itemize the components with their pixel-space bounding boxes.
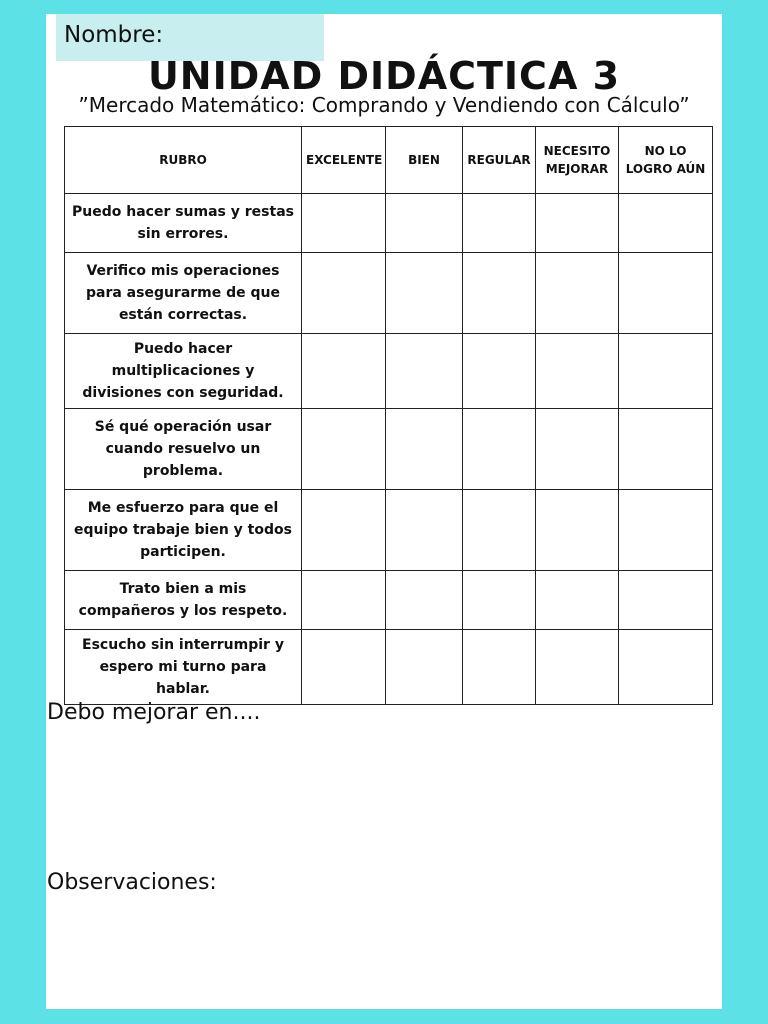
table-row — [65, 630, 713, 705]
table-header-row — [65, 127, 713, 194]
header-no-lo-logro: NO LO LOGRO AÚN — [619, 127, 713, 194]
table-row — [65, 409, 713, 490]
rating-cell[interactable] — [302, 490, 386, 571]
table-row — [65, 253, 713, 334]
rating-cell[interactable] — [302, 409, 386, 490]
rating-cell[interactable] — [463, 571, 536, 630]
rating-cell[interactable] — [386, 490, 463, 571]
rating-cell[interactable] — [619, 490, 713, 571]
criterion-cell: Sé qué operación usar cuando resuelvo un problema. — [65, 409, 302, 490]
criterion-cell: Puedo hacer multiplicaciones y divisiones con seguridad. — [65, 334, 302, 409]
rating-cell[interactable] — [386, 571, 463, 630]
header-rubro: RUBRO — [65, 127, 302, 194]
rating-cell[interactable] — [463, 630, 536, 705]
criterion-cell: Me esfuerzo para que el equipo trabaje bien y todos participen. — [65, 490, 302, 571]
rating-cell[interactable] — [463, 409, 536, 490]
table-row — [65, 571, 713, 630]
rating-cell[interactable] — [463, 490, 536, 571]
improve-label: Debo mejorar en.... — [47, 700, 261, 725]
header-excelente: EXCELENTE — [302, 127, 386, 194]
rating-cell[interactable] — [536, 409, 619, 490]
rating-cell[interactable] — [536, 630, 619, 705]
rating-cell[interactable] — [463, 194, 536, 253]
rating-cell[interactable] — [619, 409, 713, 490]
rating-cell[interactable] — [386, 630, 463, 705]
rating-cell[interactable] — [536, 253, 619, 334]
rating-cell[interactable] — [386, 194, 463, 253]
table-row — [65, 334, 713, 409]
rating-cell[interactable] — [619, 253, 713, 334]
rating-cell[interactable] — [463, 253, 536, 334]
rating-cell[interactable] — [536, 571, 619, 630]
observations-label: Observaciones: — [47, 870, 217, 895]
criterion-cell: Escucho sin interrumpir y espero mi turno para hablar. — [65, 630, 302, 705]
header-bien: BIEN — [386, 127, 463, 194]
name-label: Nombre: — [64, 22, 164, 48]
rubric-table — [64, 126, 713, 705]
rating-cell[interactable] — [302, 334, 386, 409]
rating-cell[interactable] — [619, 571, 713, 630]
rating-cell[interactable] — [302, 194, 386, 253]
rating-cell[interactable] — [386, 253, 463, 334]
rating-cell[interactable] — [619, 334, 713, 409]
rating-cell[interactable] — [619, 194, 713, 253]
rating-cell[interactable] — [386, 334, 463, 409]
worksheet-page — [46, 14, 722, 1009]
rating-cell[interactable] — [536, 334, 619, 409]
header-regular: REGULAR — [463, 127, 536, 194]
table-row — [65, 194, 713, 253]
criterion-cell: Trato bien a mis compañeros y los respeto. — [65, 571, 302, 630]
rating-cell[interactable] — [302, 571, 386, 630]
rating-cell[interactable] — [386, 409, 463, 490]
rating-cell[interactable] — [536, 490, 619, 571]
rating-cell[interactable] — [463, 334, 536, 409]
rating-cell[interactable] — [536, 194, 619, 253]
rating-cell[interactable] — [302, 253, 386, 334]
criterion-cell: Puedo hacer sumas y restas sin errores. — [65, 194, 302, 253]
header-necesito-mejorar: NECESITO MEJORAR — [536, 127, 619, 194]
rating-cell[interactable] — [619, 630, 713, 705]
unit-title: UNIDAD DIDÁCTICA 3 — [147, 54, 621, 98]
criterion-cell: Verifico mis operaciones para asegurarme de que están correctas. — [65, 253, 302, 334]
subtitle: ”Mercado Matemático: Comprando y Vendiendo con Cálculo” — [78, 93, 690, 117]
rating-cell[interactable] — [302, 630, 386, 705]
table-row — [65, 490, 713, 571]
